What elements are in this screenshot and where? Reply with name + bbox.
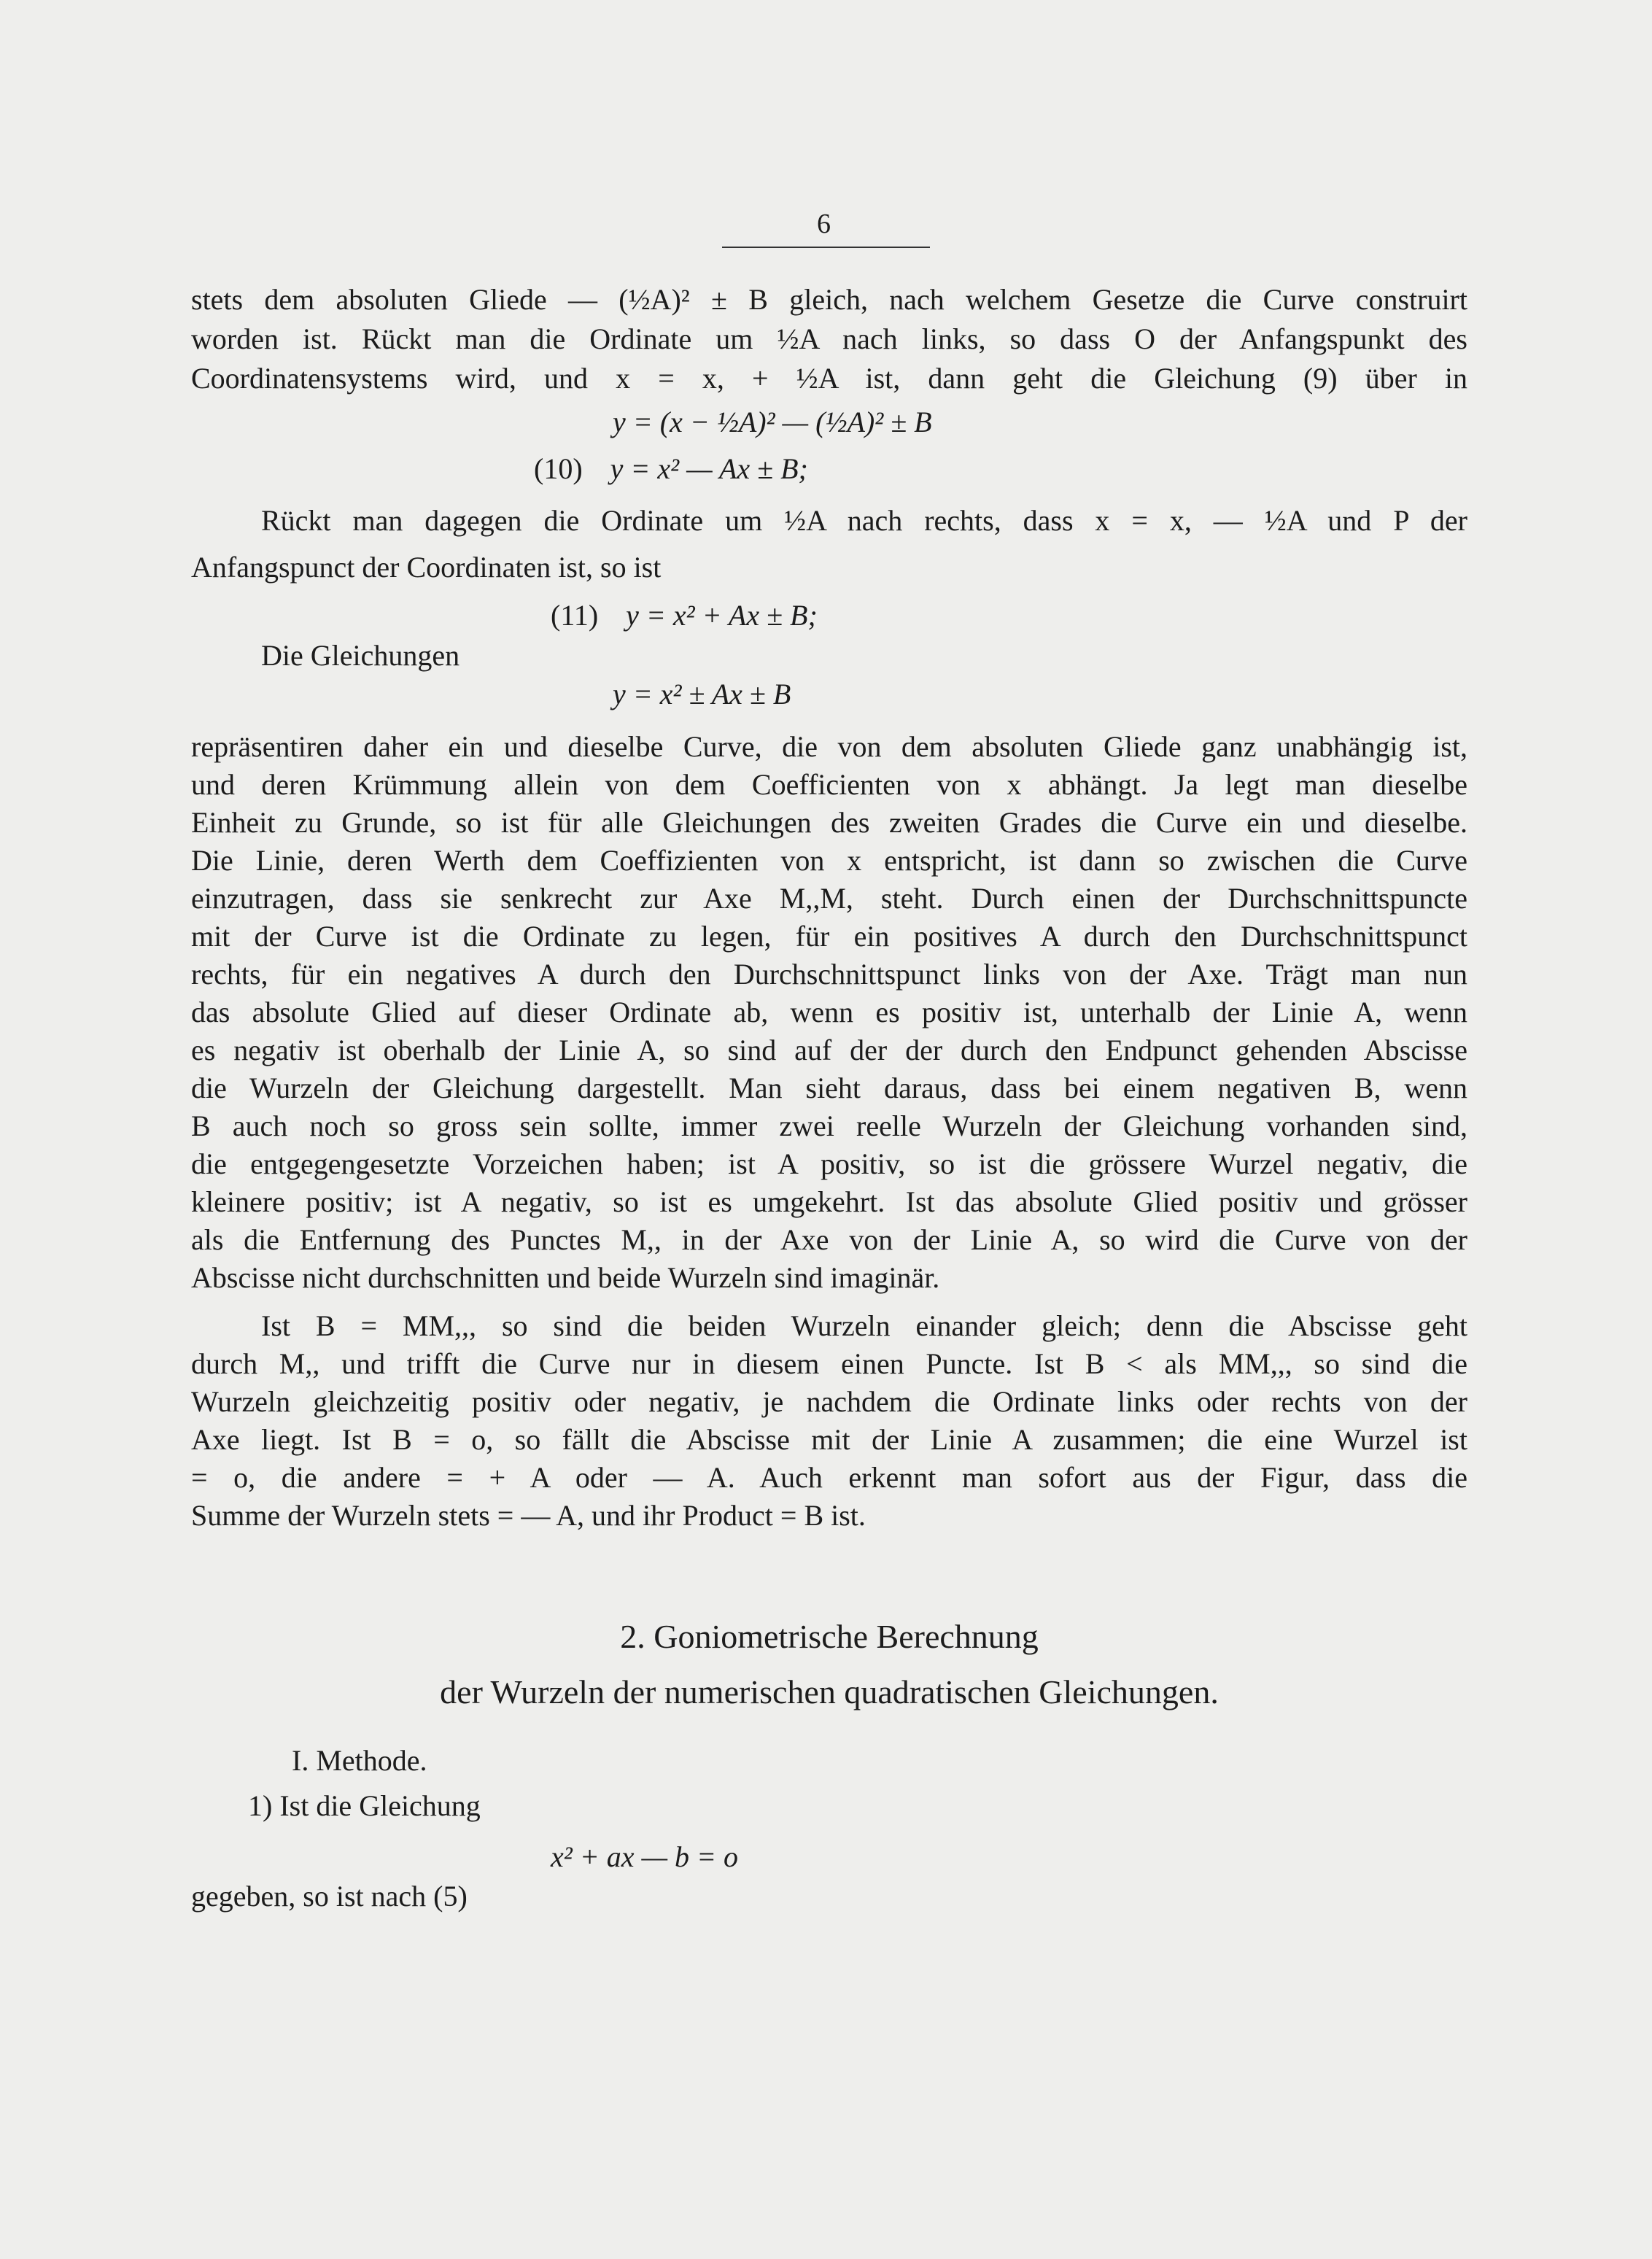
equation-10 bbox=[534, 450, 808, 488]
header-rule bbox=[722, 247, 930, 248]
text-line: Die Linie, deren Werth dem Coeffizienten von x entspricht, ist dann so zwischen die Curve bbox=[191, 844, 1467, 877]
text-line: einzutragen, dass sie senkrecht zur Axe M,,M, steht. Durch einen der Durchschnittspuncte bbox=[191, 882, 1467, 915]
section-subheading: der Wurzeln der numerischen quadratischen Gleichungen. bbox=[440, 1673, 1219, 1710]
text-line: Abscisse nicht durchschnitten und beide Wurzeln sind imaginär. bbox=[191, 1261, 940, 1294]
method-label: I. Methode. bbox=[292, 1744, 427, 1777]
text-line: Summe der Wurzeln stets = — A, und ihr Product = B ist. bbox=[191, 1499, 866, 1532]
text-line: kleinere positiv; ist A negativ, so ist es umgekehrt. Ist das absolute Glied positiv und grösser bbox=[191, 1185, 1467, 1218]
text-line: Coordinatensystems wird, und x = x, + ½A ist, dann geht die Gleichung (9) über in bbox=[191, 362, 1467, 395]
text-line: es negativ ist oberhalb der Linie A, so sind auf der der durch den Endpunct gehenden Abscisse bbox=[191, 1034, 1467, 1066]
text-line: rechts, für ein negatives A durch den Durchschnittspunct links von der Axe. Trägt man nun bbox=[191, 958, 1467, 991]
text-line: B auch noch so gross sein sollte, immer zwei reelle Wurzeln der Gleichung vorhanden sind, bbox=[191, 1109, 1467, 1142]
equation-general: y = x² ± Ax ± B bbox=[613, 678, 791, 710]
text-line: als die Entfernung des Punctes M,, in der Axe von der Linie A, so wird die Curve von der bbox=[191, 1223, 1467, 1256]
text-line: worden ist. Rückt man die Ordinate um ½A nach links, so dass O der Anfangspunkt des bbox=[191, 322, 1467, 355]
text-line: die entgegengesetzte Vorzeichen haben; ist A positiv, so ist die grössere Wurzel negativ, die bbox=[191, 1147, 1467, 1180]
text-line: die Wurzeln der Gleichung dargestellt. Man sieht daraus, dass bei einem negativen B, wenn bbox=[191, 1072, 1467, 1104]
equation-11-label: (11) bbox=[551, 599, 599, 632]
text-line: das absolute Glied auf dieser Ordinate ab, wenn es positiv ist, unterhalb der Linie A, wenn bbox=[191, 996, 1467, 1028]
equation-final: x² + ax — b = o bbox=[551, 1840, 739, 1873]
page-number: 6 bbox=[817, 209, 831, 239]
text-line: Axe liegt. Ist B = o, so fällt die Abscisse mit der Linie A zusammen; die eine Wurzel ist bbox=[191, 1423, 1467, 1456]
text-line: und deren Krümmung allein von dem Coefficienten von x abhängt. Ja legt man dieselbe bbox=[191, 768, 1467, 801]
equation-10-label: (10) bbox=[534, 452, 583, 485]
text-line: Einheit zu Grunde, so ist für alle Gleichungen des zweiten Grades die Curve ein und dieselbe. bbox=[191, 806, 1467, 839]
equation-10-body: y = x² — Ax ± B; bbox=[610, 452, 808, 485]
item-label: 1) Ist die Gleichung bbox=[248, 1789, 481, 1822]
equation-11-body: y = x² + Ax ± B; bbox=[626, 599, 818, 632]
text-line: Rückt man dagegen die Ordinate um ½A nach rechts, dass x = x, — ½A und P der bbox=[261, 504, 1467, 537]
equation-a: y = (x − ½A)² — (½A)² ± B bbox=[613, 406, 932, 438]
equation-11 bbox=[551, 597, 818, 635]
text-line: Wurzeln gleichzeitig positiv oder negativ, je nachdem die Ordinate links oder rechts von der bbox=[191, 1385, 1467, 1418]
text-line: repräsentiren daher ein und dieselbe Curve, die von dem absoluten Gliede ganz unabhängig ist, bbox=[191, 730, 1467, 763]
gleichungen-label: Die Gleichungen bbox=[261, 639, 460, 672]
text-line: Ist B = MM,,, so sind die beiden Wurzeln einander gleich; denn die Abscisse geht bbox=[261, 1309, 1467, 1342]
text-line: Anfangspunct der Coordinaten ist, so ist bbox=[191, 551, 662, 584]
text-line: stets dem absoluten Gliede — (½A)² ± B gleich, nach welchem Gesetze die Curve construirt bbox=[191, 283, 1467, 316]
text-line: mit der Curve ist die Ordinate zu legen, für ein positives A durch den Durchschnittspunct bbox=[191, 920, 1467, 953]
text-line: durch M,, und trifft die Curve nur in diesem einen Puncte. Ist B < als MM,,, so sind die bbox=[191, 1347, 1467, 1380]
text-line: = o, die andere = + A oder — A. Auch erkennt man sofort aus der Figur, dass die bbox=[191, 1461, 1467, 1494]
section-heading: 2. Goniometrische Berechnung bbox=[620, 1618, 1039, 1655]
final-line: gegeben, so ist nach (5) bbox=[191, 1880, 468, 1913]
